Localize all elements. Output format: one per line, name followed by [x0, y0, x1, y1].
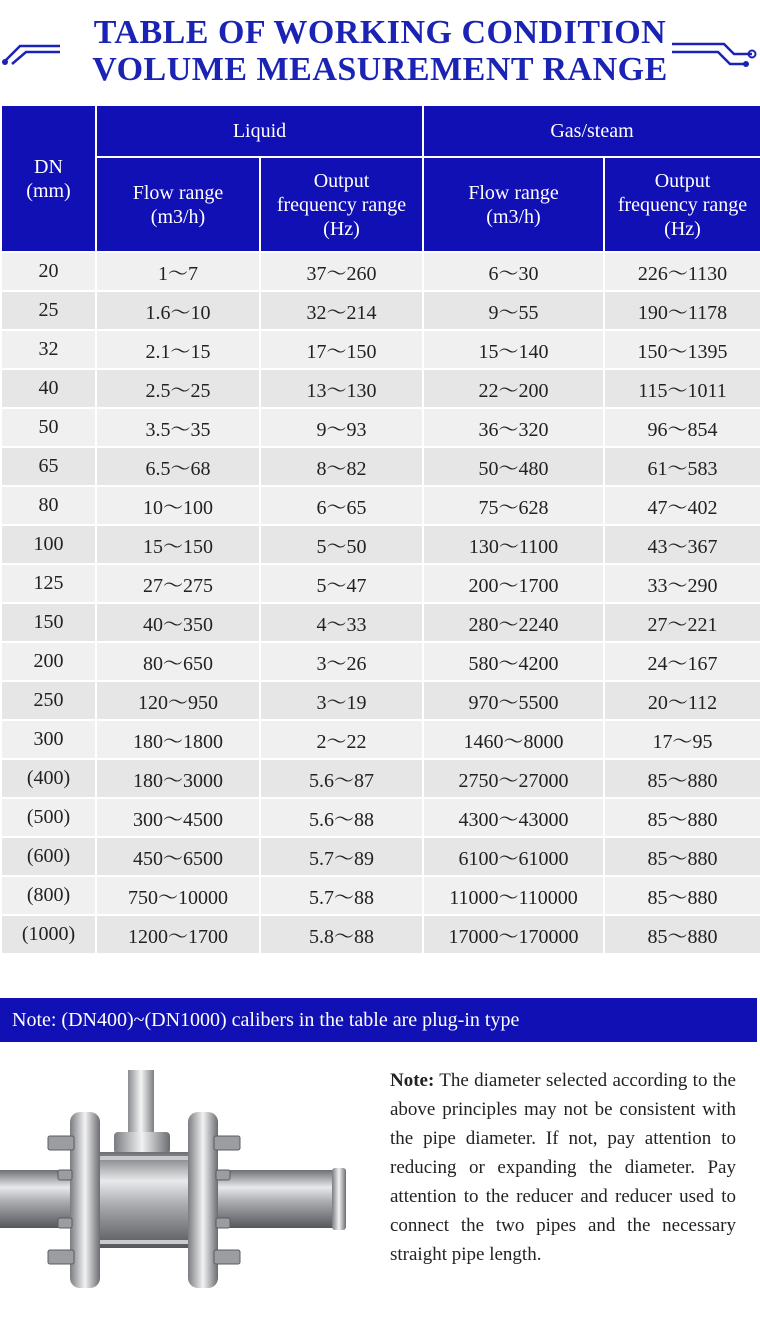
liquid-frequency-cell: 9〜93	[260, 408, 423, 447]
dn-cell: (500)	[1, 798, 96, 837]
table-row	[1, 603, 760, 642]
dn-cell: 80	[1, 486, 96, 525]
liquid-flow-cell: 450〜6500	[96, 837, 260, 876]
gas-frequency-cell: 85〜880	[604, 798, 760, 837]
dn-cell: (400)	[1, 759, 96, 798]
liquid-frequency-cell: 13〜130	[260, 369, 423, 408]
title-line-2: VOLUME MEASUREMENT RANGE	[92, 51, 668, 88]
gas-frequency-cell: 226〜1130	[604, 252, 760, 291]
liquid-frequency-cell: 32〜214	[260, 291, 423, 330]
table-row	[1, 291, 760, 330]
gas-flow-cell: 22〜200	[423, 369, 604, 408]
gas-frequency-cell: 85〜880	[604, 837, 760, 876]
liquid-frequency-cell: 2〜22	[260, 720, 423, 759]
liquid-frequency-cell: 5.6〜87	[260, 759, 423, 798]
gas-frequency-cell: 61〜583	[604, 447, 760, 486]
gas-flow-cell: 4300〜43000	[423, 798, 604, 837]
note-body: The diameter selected according to the above principles may not be consistent with the pipe diameter. If not, pay attention to reducing or expanding the diameter. Pay attention to the reducer and reducer used to connect the two pipes and the necessary straight pipe length.	[390, 1070, 736, 1265]
title-line-1: TABLE OF WORKING CONDITION	[93, 14, 667, 51]
dn-header: DN (mm)	[1, 105, 96, 252]
liquid-flow-cell: 2.5〜25	[96, 369, 260, 408]
gas-frequency-cell: 17〜95	[604, 720, 760, 759]
gas-frequency-cell: 27〜221	[604, 603, 760, 642]
liquid-flow-range-header: Flow range (m3/h)	[96, 157, 260, 252]
gas-frequency-cell: 85〜880	[604, 759, 760, 798]
gas-frequency-cell: 43〜367	[604, 525, 760, 564]
liquid-frequency-cell: 17〜150	[260, 330, 423, 369]
liquid-header: Liquid	[96, 105, 423, 157]
liquid-flow-cell: 120〜950	[96, 681, 260, 720]
dn-cell: 25	[1, 291, 96, 330]
liquid-frequency-cell: 4〜33	[260, 603, 423, 642]
gas-flow-cell: 1460〜8000	[423, 720, 604, 759]
gas-flow-cell: 580〜4200	[423, 642, 604, 681]
liquid-flow-cell: 27〜275	[96, 564, 260, 603]
liquid-flow-cell: 300〜4500	[96, 798, 260, 837]
flowmeter-product-image	[0, 1060, 370, 1310]
gas-frequency-cell: 20〜112	[604, 681, 760, 720]
gas-frequency-cell: 47〜402	[604, 486, 760, 525]
liquid-frequency-cell: 5.6〜88	[260, 798, 423, 837]
dn-cell: 300	[1, 720, 96, 759]
dn-cell: 65	[1, 447, 96, 486]
table-row	[1, 759, 760, 798]
dn-cell: (1000)	[1, 915, 96, 954]
gas-frequency-cell: 85〜880	[604, 876, 760, 915]
liquid-flow-cell: 2.1〜15	[96, 330, 260, 369]
liquid-frequency-cell: 8〜82	[260, 447, 423, 486]
liquid-frequency-cell: 6〜65	[260, 486, 423, 525]
gas-flow-cell: 75〜628	[423, 486, 604, 525]
dn-cell: 32	[1, 330, 96, 369]
gas-flow-cell: 50〜480	[423, 447, 604, 486]
gas-frequency-cell: 190〜1178	[604, 291, 760, 330]
gas-flow-cell: 200〜1700	[423, 564, 604, 603]
dn-cell: 100	[1, 525, 96, 564]
gas-flow-cell: 15〜140	[423, 330, 604, 369]
table-row	[1, 876, 760, 915]
table-row	[1, 486, 760, 525]
liquid-frequency-cell: 5〜47	[260, 564, 423, 603]
gas-flow-cell: 17000〜170000	[423, 915, 604, 954]
header	[0, 0, 760, 104]
liquid-frequency-cell: 5.8〜88	[260, 915, 423, 954]
liquid-frequency-cell: 5.7〜89	[260, 837, 423, 876]
gas-frequency-header: Output frequency range (Hz)	[604, 157, 760, 252]
liquid-flow-cell: 15〜150	[96, 525, 260, 564]
liquid-flow-cell: 40〜350	[96, 603, 260, 642]
gas-frequency-cell: 150〜1395	[604, 330, 760, 369]
dn-cell: 250	[1, 681, 96, 720]
page-title	[0, 14, 760, 88]
gas-flow-cell: 280〜2240	[423, 603, 604, 642]
liquid-frequency-cell: 5.7〜88	[260, 876, 423, 915]
dn-cell: 50	[1, 408, 96, 447]
dn-cell: 200	[1, 642, 96, 681]
table-row	[1, 447, 760, 486]
gas-steam-header: Gas/steam	[423, 105, 760, 157]
gas-flow-cell: 9〜55	[423, 291, 604, 330]
measurement-range-table	[0, 104, 760, 955]
liquid-flow-cell: 750〜10000	[96, 876, 260, 915]
liquid-frequency-header: Output frequency range (Hz)	[260, 157, 423, 252]
liquid-flow-cell: 1〜7	[96, 252, 260, 291]
dn-cell: 150	[1, 603, 96, 642]
liquid-flow-cell: 3.5〜35	[96, 408, 260, 447]
liquid-frequency-cell: 3〜26	[260, 642, 423, 681]
gas-flow-cell: 36〜320	[423, 408, 604, 447]
diameter-note	[390, 1066, 736, 1269]
table-row	[1, 681, 760, 720]
table-row	[1, 369, 760, 408]
table-row	[1, 525, 760, 564]
table-row	[1, 837, 760, 876]
liquid-flow-cell: 80〜650	[96, 642, 260, 681]
gas-flow-cell: 970〜5500	[423, 681, 604, 720]
gas-flow-cell: 6100〜61000	[423, 837, 604, 876]
gas-frequency-cell: 33〜290	[604, 564, 760, 603]
note-label: Note:	[390, 1070, 435, 1091]
table-row	[1, 252, 760, 291]
gas-frequency-cell: 85〜880	[604, 915, 760, 954]
liquid-flow-cell: 6.5〜68	[96, 447, 260, 486]
dn-cell: (600)	[1, 837, 96, 876]
dn-cell: 125	[1, 564, 96, 603]
liquid-frequency-cell: 5〜50	[260, 525, 423, 564]
dn-cell: (800)	[1, 876, 96, 915]
table-row	[1, 915, 760, 954]
gas-flow-cell: 11000〜110000	[423, 876, 604, 915]
liquid-flow-cell: 10〜100	[96, 486, 260, 525]
table-row	[1, 642, 760, 681]
liquid-frequency-cell: 3〜19	[260, 681, 423, 720]
liquid-flow-cell: 180〜3000	[96, 759, 260, 798]
gas-frequency-cell: 24〜167	[604, 642, 760, 681]
dn-cell: 20	[1, 252, 96, 291]
table-row	[1, 564, 760, 603]
table-row	[1, 408, 760, 447]
liquid-flow-cell: 180〜1800	[96, 720, 260, 759]
table-row	[1, 330, 760, 369]
liquid-flow-cell: 1200〜1700	[96, 915, 260, 954]
gas-flow-range-header: Flow range (m3/h)	[423, 157, 604, 252]
gas-frequency-cell: 96〜854	[604, 408, 760, 447]
table-row	[1, 798, 760, 837]
dn-cell: 40	[1, 369, 96, 408]
gas-flow-cell: 130〜1100	[423, 525, 604, 564]
gas-flow-cell: 2750〜27000	[423, 759, 604, 798]
liquid-flow-cell: 1.6〜10	[96, 291, 260, 330]
gas-flow-cell: 6〜30	[423, 252, 604, 291]
gas-frequency-cell: 115〜1011	[604, 369, 760, 408]
plug-in-note-bar: Note: (DN400)~(DN1000) calibers in the table are plug-in type	[0, 998, 757, 1042]
circuit-decoration-right-icon	[668, 34, 758, 74]
table-row	[1, 720, 760, 759]
liquid-frequency-cell: 37〜260	[260, 252, 423, 291]
table-body	[1, 252, 760, 954]
